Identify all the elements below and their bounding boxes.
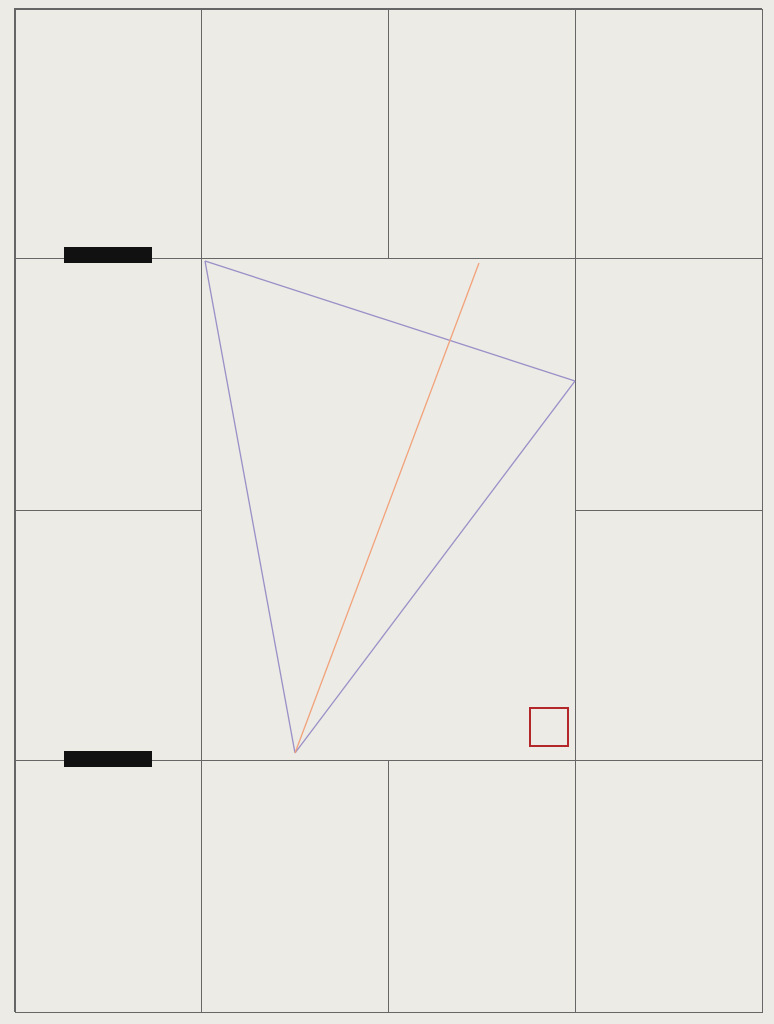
palace-phu-mau[interactable] xyxy=(15,760,202,1013)
palace-menh[interactable] xyxy=(201,760,389,1013)
palace-phuc-duc[interactable] xyxy=(15,510,202,761)
palace-quan-loc[interactable] xyxy=(15,9,202,259)
palace-no-boc[interactable] xyxy=(201,9,389,259)
tuvi-chart xyxy=(14,8,762,1012)
palace-dien-trach[interactable] xyxy=(15,258,202,511)
tuan-marker xyxy=(64,247,152,263)
palace-tu-tuc[interactable] xyxy=(575,510,763,761)
triet-marker xyxy=(64,751,152,767)
seal-logo xyxy=(529,707,569,747)
center-info-panel xyxy=(201,259,577,761)
palace-tai-bach[interactable] xyxy=(575,258,763,511)
aspect-lines xyxy=(201,259,577,761)
palace-thien-di[interactable] xyxy=(388,9,576,259)
palace-phu-the[interactable] xyxy=(575,760,763,1013)
palace-huynh-de[interactable] xyxy=(388,760,576,1013)
palace-tat-ach[interactable] xyxy=(575,9,763,259)
